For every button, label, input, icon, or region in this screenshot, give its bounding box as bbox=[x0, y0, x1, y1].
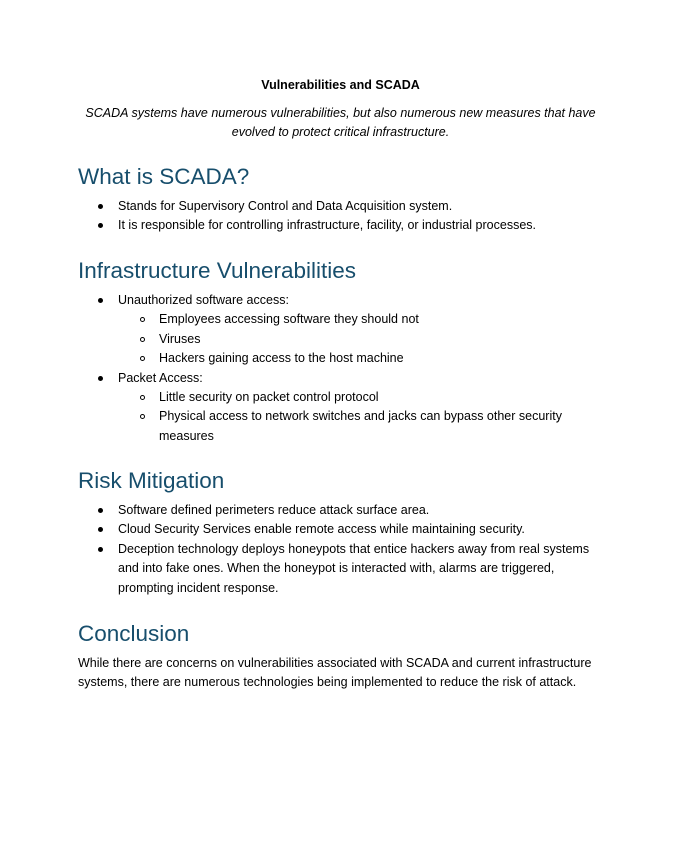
what-is-scada-list bbox=[78, 197, 608, 236]
infrastructure-vulnerabilities-list bbox=[78, 291, 608, 446]
section-heading-risk-mitigation: Risk Mitigation bbox=[78, 468, 225, 493]
section-heading-infrastructure-vulnerabilities: Infrastructure Vulnerabilities bbox=[78, 258, 357, 283]
list-item: Stands for Supervisory Control and Data Acquisition system. bbox=[78, 197, 608, 216]
hollow-bullet-icon bbox=[140, 414, 145, 419]
document-title: Vulnerabilities and SCADA bbox=[261, 78, 420, 92]
hollow-bullet-icon bbox=[140, 395, 145, 400]
document-subtitle: SCADA systems have numerous vulnerabilities, but also numerous new measures that have evolved to protect critical infrastructure. bbox=[85, 106, 596, 139]
sub-list-item: Little security on packet control protocol bbox=[78, 388, 608, 407]
sub-list-item: Viruses bbox=[78, 330, 608, 349]
bullet-icon bbox=[98, 508, 103, 513]
section-heading-what-is-scada: What is SCADA? bbox=[78, 164, 250, 189]
risk-mitigation-list bbox=[78, 501, 608, 598]
sub-list-item: Physical access to network switches and jacks can bypass other security measures bbox=[78, 407, 608, 446]
list-item: Deception technology deploys honeypots that entice hackers away from real systems and into fake ones. When the honeypot is interacted with, alarms are triggered, prompting incident response. bbox=[78, 540, 608, 598]
hollow-bullet-icon bbox=[140, 337, 145, 342]
list-item: Unauthorized software access: bbox=[78, 291, 608, 310]
hollow-bullet-icon bbox=[140, 356, 145, 361]
bullet-icon bbox=[98, 547, 103, 552]
sub-list-item: Hackers gaining access to the host machine bbox=[78, 349, 608, 368]
hollow-bullet-icon bbox=[140, 317, 145, 322]
list-item: It is responsible for controlling infrastructure, facility, or industrial processes. bbox=[78, 216, 608, 235]
list-item: Cloud Security Services enable remote access while maintaining security. bbox=[78, 520, 608, 539]
bullet-icon bbox=[98, 204, 103, 209]
conclusion-paragraph: While there are concerns on vulnerabilities associated with SCADA and current infrastructure systems, there are numerous technologies being implemented to reduce the risk of attack. bbox=[78, 656, 592, 689]
bullet-icon bbox=[98, 376, 103, 381]
bullet-icon bbox=[98, 298, 103, 303]
list-item: Software defined perimeters reduce attack surface area. bbox=[78, 501, 608, 520]
section-heading-conclusion: Conclusion bbox=[78, 621, 190, 646]
bullet-icon bbox=[98, 527, 103, 532]
list-item: Packet Access: bbox=[78, 369, 608, 388]
sub-list-item: Employees accessing software they should not bbox=[78, 310, 608, 329]
bullet-icon bbox=[98, 223, 103, 228]
